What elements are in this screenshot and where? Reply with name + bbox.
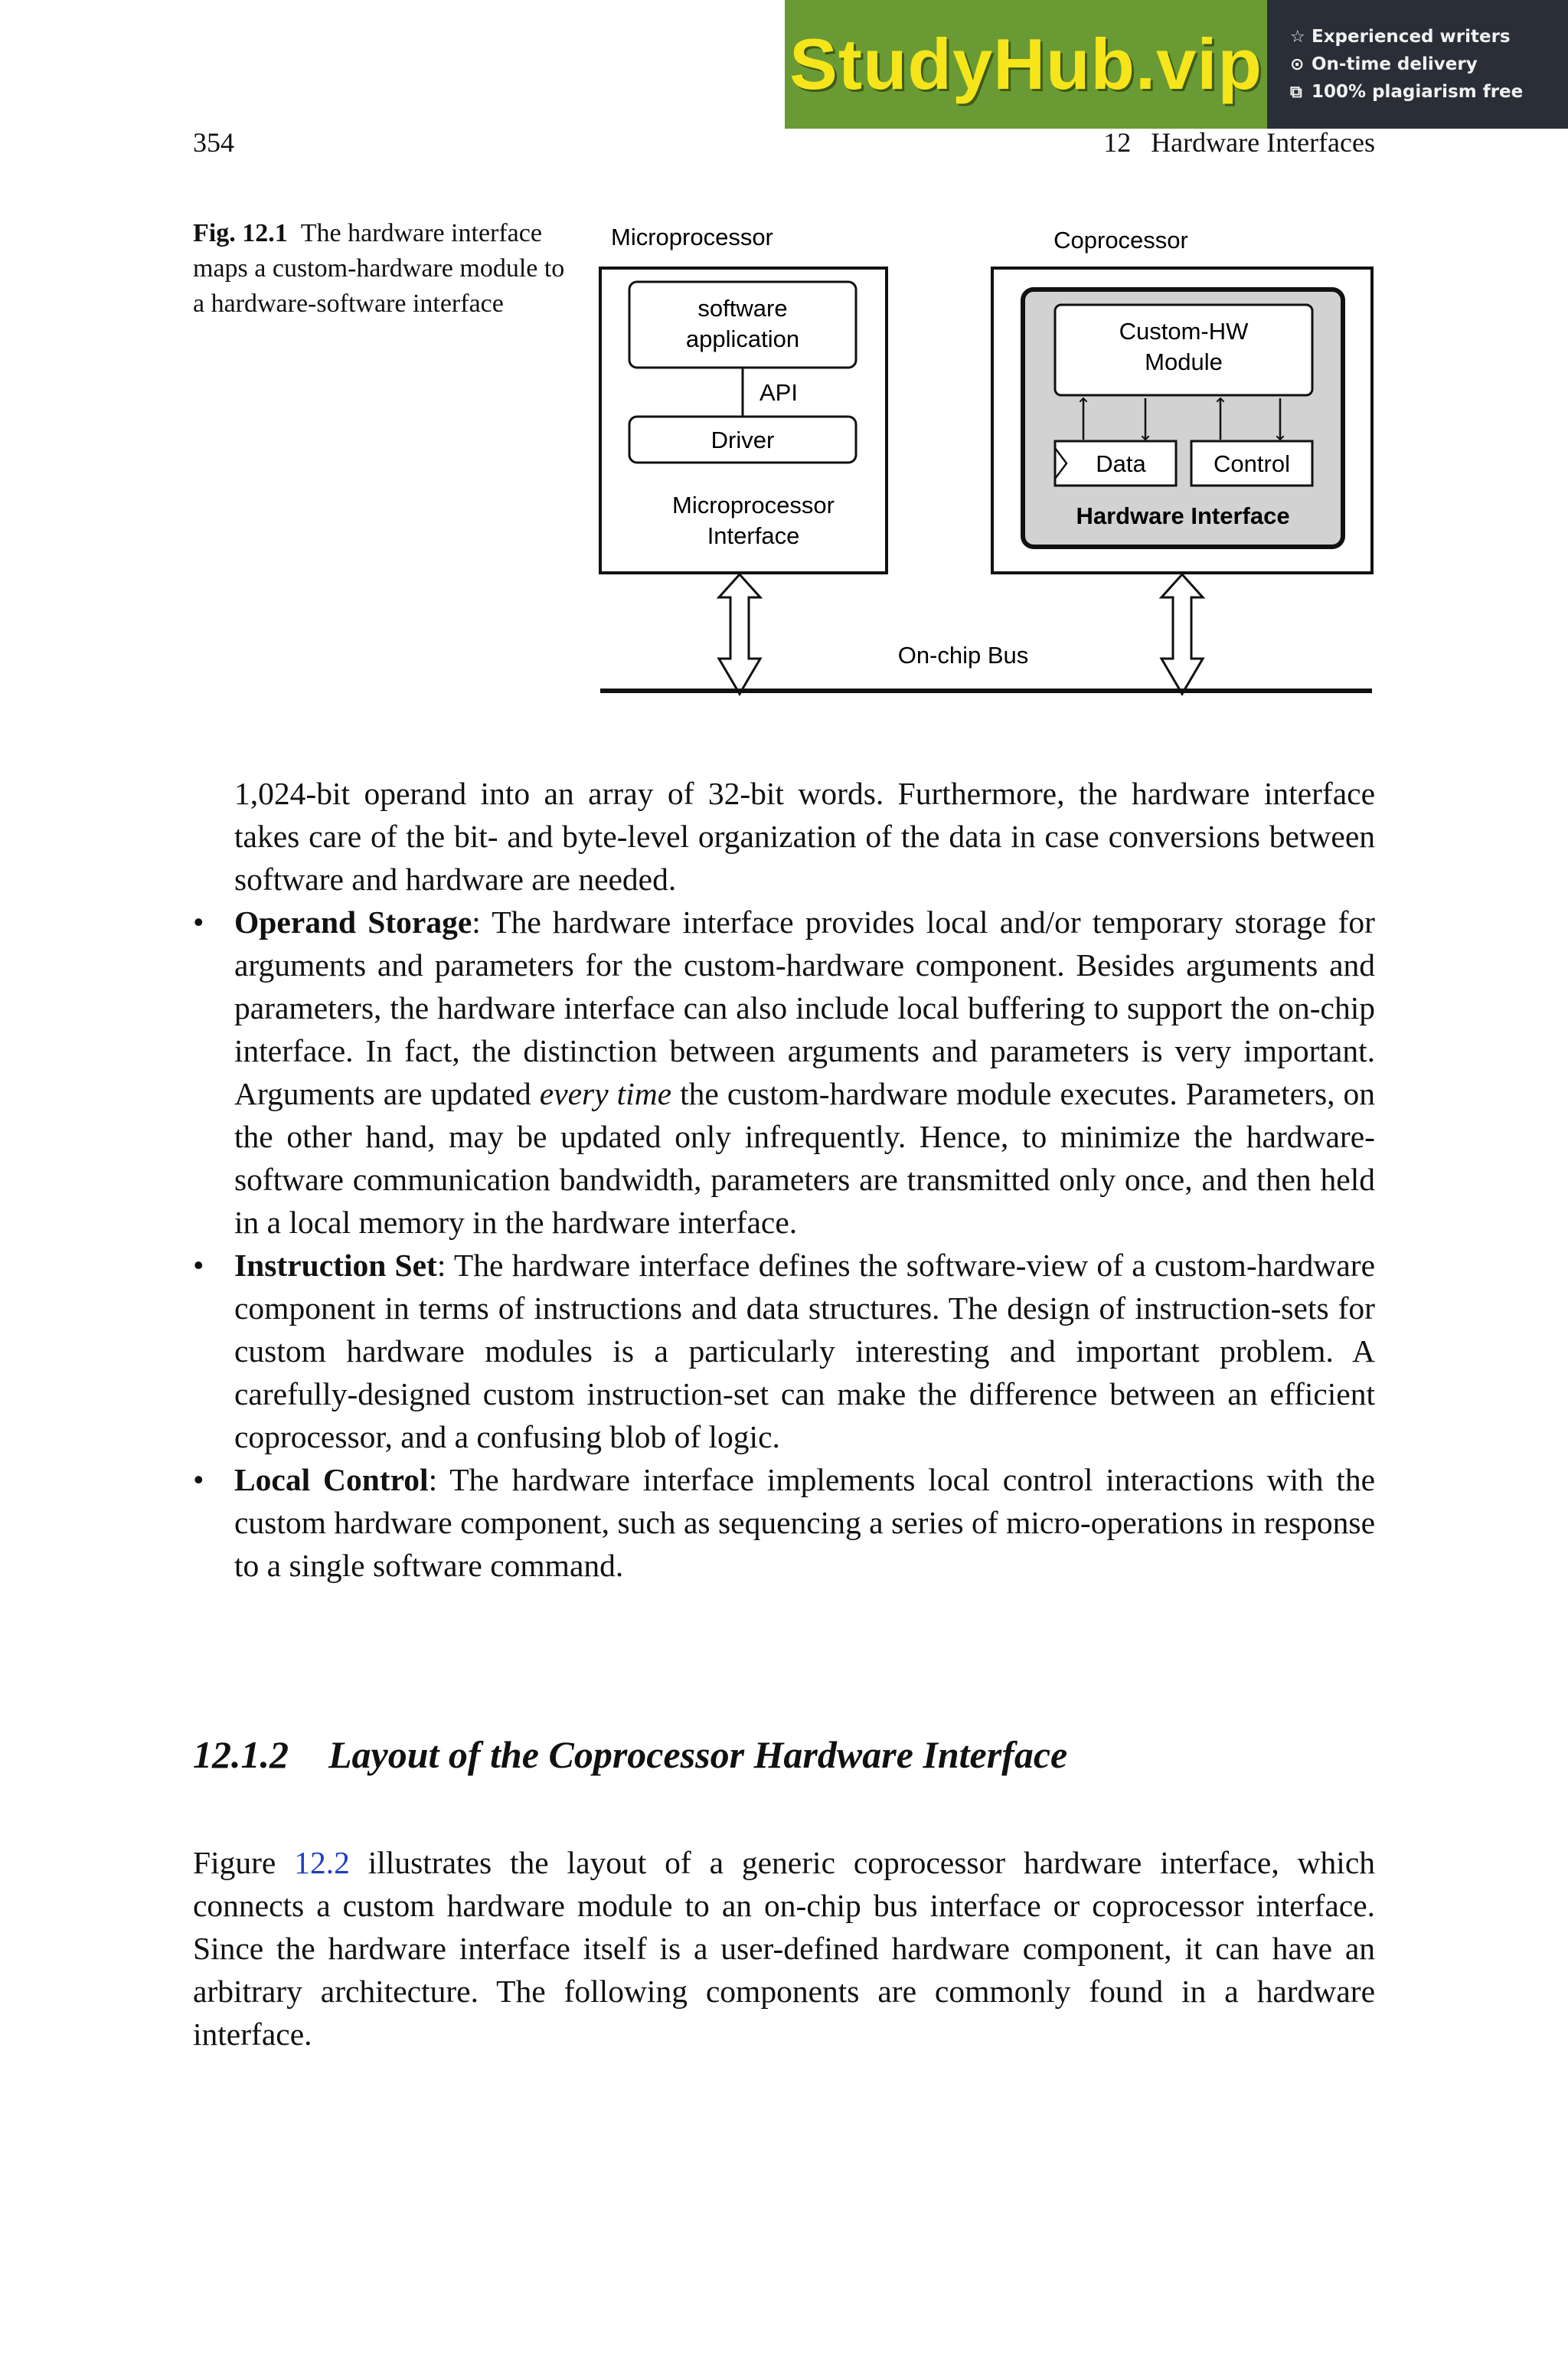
section-paragraph [193, 1841, 1375, 2056]
star-icon: ☆ [1290, 27, 1305, 47]
api-label: API [760, 379, 798, 406]
feature-text: On-time delivery [1312, 54, 1478, 74]
bus-label: On-chip Bus [897, 642, 1029, 669]
custom-hw-label-1: Custom-HW [1119, 318, 1249, 345]
clock-icon: ⊙ [1290, 54, 1305, 74]
coprocessor-label: Coprocessor [1054, 227, 1188, 254]
driver-label: Driver [710, 427, 775, 453]
hardware-interface-label: Hardware Interface [1076, 502, 1290, 529]
bullet-text: the custom-hardware module executes. Parameters, on the other hand, may be updated only infrequently. Hence, to minimize the hardware-software communication bandwidth, parameters are transmitted only once, and then held in a local memory in the hardware interface. [234, 1076, 1376, 1240]
bullet-icon: • [193, 904, 204, 940]
chapter-title: Hardware Interfaces [1151, 127, 1375, 158]
control-label: Control [1214, 450, 1290, 477]
term-instruction-set: Instruction Set [234, 1248, 437, 1283]
data-label: Data [1096, 450, 1146, 477]
running-head [1103, 126, 1375, 159]
bullet-text: : The hardware interface implements local control interactions with the custom hardware component, such as sequencing a series of micro-operations in response to a single software command. [234, 1462, 1375, 1583]
mp-bus-arrow [719, 574, 760, 694]
ad-banner[interactable] [785, 0, 1568, 129]
list-item [193, 1458, 1375, 1587]
custom-hw-label-2: Module [1145, 348, 1223, 375]
section-heading [193, 1732, 1067, 1777]
bullet-icon: • [193, 1248, 204, 1283]
term-local-control: Local Control [234, 1462, 429, 1497]
paragraph-text: illustrates the layout of a generic coprocessor hardware interface, which connects a custom hardware module to an on-chip bus interface or coprocessor interface. Since the hardware interface itself is a user-defined hardware component, it can have an arbitrary architecture. The following components are commonly found in a hardware interface. [193, 1845, 1375, 2052]
feature-experienced-writers [1290, 27, 1568, 47]
continuation-paragraph: 1,024-bit operand into an array of 32-bit words. Furthermore, the hardware interface takes care of the bit- and byte-level organization of the data in case conversions between software and hardware are needed. [234, 776, 1375, 897]
software-label: software [697, 295, 788, 322]
bullet-text: : The hardware interface defines the software-view of a custom-hardware component in terms of instructions and data structures. The design of instruction-sets for custom hardware modules is a particularly interesting and important problem. A carefully-designed custom instruction-set can make the difference between an efficient coprocessor, and a confusing blob of logic. [234, 1248, 1376, 1454]
logo-text: StudyHub.vip [789, 24, 1263, 104]
emphasis: every time [539, 1076, 672, 1111]
banner-features [1267, 0, 1568, 129]
section-number: 12.1.2 [193, 1733, 289, 1776]
figure-hardware-interface [582, 214, 1393, 716]
list-item [193, 1244, 1375, 1458]
cop-bus-arrow [1161, 574, 1203, 694]
bullet-icon: • [193, 1462, 204, 1497]
list-item [193, 901, 1375, 1244]
studyhub-logo[interactable] [785, 0, 1267, 129]
feature-plagiarism-free [1290, 82, 1568, 102]
chapter-number: 12 [1103, 127, 1132, 158]
caption-text: The hardware interface maps a custom-hardware module to a hardware-software interface [193, 219, 565, 318]
section-title: Layout of the Coprocessor Hardware Interface [328, 1733, 1068, 1776]
figure-caption [193, 216, 576, 322]
feature-text: Experienced writers [1312, 27, 1511, 47]
bullet-text: : The hardware interface provides local and/or temporary storage for arguments and parameters for the custom-hardware component. Besides arguments and parameters, the hardware interface can also include local buffering to support the on-chip interface. In fact, the distinction between arguments and parameters is very important. Arguments are updated [234, 904, 1375, 1111]
figure-link[interactable]: 12.2 [294, 1845, 350, 1880]
feature-text: 100% plagiarism free [1312, 82, 1524, 102]
paragraph-text: Figure [193, 1845, 295, 1880]
microprocessor-label: Microprocessor [611, 224, 773, 250]
copy-icon: ⧉ [1290, 82, 1302, 102]
mp-interface-label-2: Interface [707, 522, 800, 549]
bullet-list [193, 901, 1375, 1587]
caption-label: Fig. 12.1 [193, 219, 288, 247]
application-label: application [685, 325, 800, 352]
feature-on-time [1290, 54, 1568, 74]
mp-interface-label-1: Microprocessor [672, 492, 835, 518]
figure-diagram [582, 214, 1393, 712]
term-operand-storage: Operand Storage [234, 904, 472, 940]
page-number: 354 [193, 127, 234, 158]
